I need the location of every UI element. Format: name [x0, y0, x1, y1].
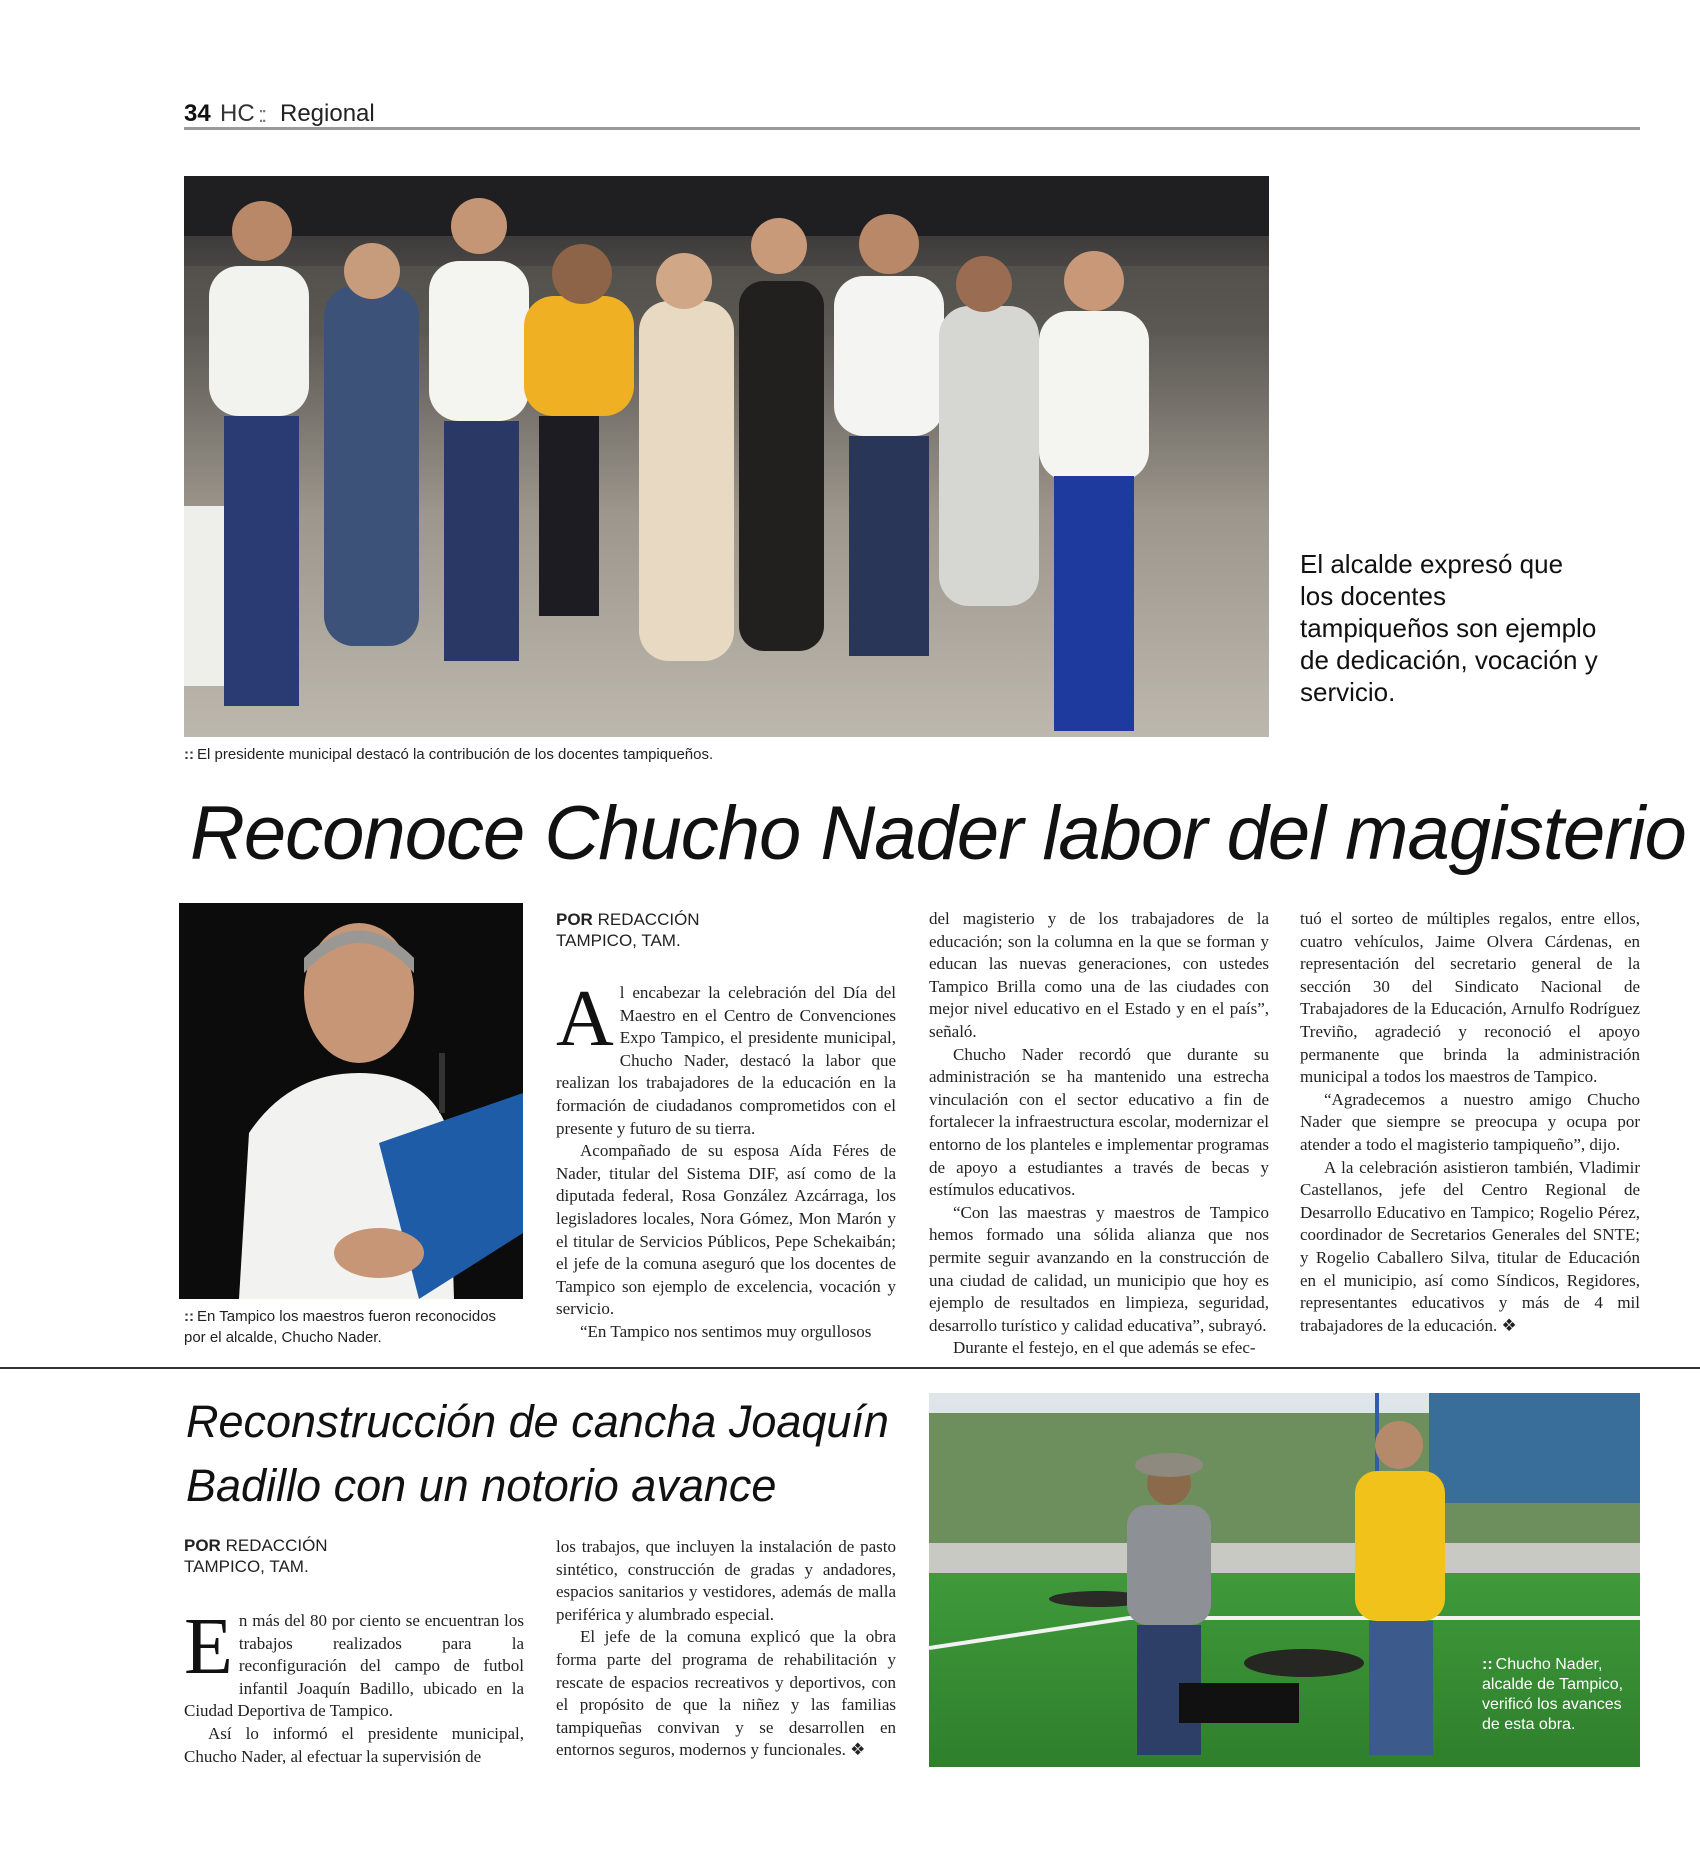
drop-cap: A — [556, 975, 614, 1063]
section-divider — [0, 1367, 1700, 1369]
paragraph: n más del 80 por ciento se encuentran los trabajos realizados para la reconfiguración del campo de futbol infantil Joaquín Badillo, ubicado en la Ciudad Deportiva de Tampico. — [184, 1611, 524, 1721]
page-number: 34 — [184, 100, 211, 127]
speaker-photo-caption — [184, 1306, 514, 1348]
end-mark: ❖ — [1501, 1315, 1517, 1335]
brand-logo: HC — [220, 100, 255, 127]
paragraph: Acompañado de su esposa Aída Féres de Nader, titular del Sistema DIF, así como de la diputada federal, Rosa González Azcárraga, los legisladores locales, Nora Gómez, Mon Marón y el titular de Servicios Públicos, Pepe Schekaibán; el jefe de la comuna aseguró que los docentes de Tampico son ejemplo de excelencia, vocación y servicio. — [556, 1141, 896, 1319]
caption-marker: :: — [184, 746, 194, 763]
caption-marker: :: — [1482, 1656, 1493, 1673]
group-photo — [184, 176, 1269, 737]
paragraph: tuó el sorteo de múltiples regalos, entre ellos, cuatro vehículos, Jaime Olvera Cárdenas, en representación del secretario general de la sección 30 del Sindicato Nacional de Trabajadores de la Educación, Arnulfo Rodríguez Treviño, agradeció y reconoció el apoyo permanente que brinda la administración municipal a todos los maestros de Tampico. — [1300, 909, 1640, 1087]
article2-column-2 — [556, 1536, 896, 1762]
paragraph: Chucho Nader recordó que durante su administración se ha mantenido una estrecha vinculación con el sector educativo a fin de fortalecer la infraestructura escolar, modernizar el entorno de los planteles e implementar programas de apoyo a estudiantes a través de becas y estímulos educativos. — [929, 1044, 1269, 1200]
headline-main: Reconoce Chucho Nader labor del magisterio — [190, 791, 1686, 876]
group-photo-caption-text: El presidente municipal destacó la contribución de los docentes tampiqueños. — [197, 746, 714, 763]
article2-column-1 — [184, 1603, 524, 1768]
paragraph: l encabezar la celebración del Día del Maestro en el Centro de Convenciones Expo Tampico, el presidente municipal, Chucho Nader, destacó la labor que realizan los trabajadores de la educación en la formación de ciudadanos comprometidos con el presente y futuro de su tierra. — [556, 983, 896, 1138]
paragraph: “Con las maestras y maestros de Tampico hemos formado una sólida alianza que nos permite seguir avanzando en la construcción de una ciudad de calidad, un municipio que hoy es ejemplo de resultados en limpieza, seguridad, desarrollo turístico y calidad educativa”, subrayó. — [929, 1202, 1269, 1335]
article1-byline — [556, 909, 856, 951]
byline-location: TAMPICO, TAM. — [184, 1557, 309, 1576]
speaker-photo — [179, 903, 523, 1299]
section-name: Regional — [280, 100, 375, 127]
byline-label: POR — [556, 910, 593, 929]
byline-author: REDACCIÓN — [225, 1536, 328, 1555]
paragraph: “En Tampico nos sentimos muy orgullosos — [580, 1321, 872, 1341]
article1-column-3 — [1300, 908, 1640, 1337]
field-photo-caption — [1482, 1655, 1627, 1735]
group-photo-caption — [184, 744, 1084, 765]
paragraph: Durante el festejo, en el que además se efec- — [953, 1338, 1256, 1358]
article2-byline — [184, 1535, 484, 1577]
paragraph: Así lo informó el presidente municipal, Chucho Nader, al efectuar la supervisión de — [184, 1723, 524, 1766]
byline-location: TAMPICO, TAM. — [556, 931, 681, 950]
speaker-photo-caption-text: En Tampico los maestros fueron reconocidos por el alcalde, Chucho Nader. — [184, 1308, 497, 1346]
article1-column-1 — [556, 975, 896, 1344]
paragraph: del magisterio y de los trabajadores de la educación; son la columna en la que se forman y educan las nuevas generaciones, con ustedes Tampico Brilla como una de las ciudades con mejor nivel educativo en el Estado y en el país”, señaló. — [929, 909, 1269, 1041]
paragraph: “Agradecemos a nuestro amigo Chucho Nader que siempre se preocupa y ocupa por atender a todo el magisterio tampiqueño”, dijo. — [1300, 1089, 1640, 1154]
paragraph: A la celebración asistieron también, Vladimir Castellanos, jefe del Centro Regional de Desarrollo Educativo en Tampico; Rogelio Pérez, coordinador de Secretarios Generales del SNTE; y Rogelio Caballero Silva, titular de Educación en el municipio, así como Síndicos, Regidores, representantes educativos y más de 4 mil trabajadores de la educación. — [1300, 1157, 1640, 1335]
end-mark: ❖ — [850, 1740, 866, 1760]
paragraph: El jefe de la comuna explicó que la obra forma parte del programa de rehabilitación y rescate de espacios recreativos y deportivos, con el propósito de que la niñez y las familias tampiqueñas convivan y se desarrollen en entornos seguros, modernos y funcionales. — [556, 1627, 896, 1760]
header-separator: :: — [258, 102, 265, 127]
headline-secondary: Reconstrucción de cancha Joaquín Badillo con un notorio avance — [186, 1396, 889, 1511]
byline-label: POR — [184, 1536, 221, 1555]
drop-cap: E — [184, 1603, 233, 1691]
field-photo-caption-text: Chucho Nader, alcalde de Tampico, verificó los avances de esta obra. — [1482, 1656, 1624, 1733]
caption-marker: :: — [184, 1308, 194, 1325]
page-header — [184, 98, 1640, 130]
article1-column-2 — [929, 908, 1269, 1360]
paragraph: los trabajos, que incluyen la instalación de pasto sintético, construcción de gradas y andadores, espacios sanitarios y vestidores, además de malla periférica y alumbrado especial. — [556, 1537, 896, 1624]
pull-quote: El alcalde expresó que los docentes tampiqueños son ejemplo de dedicación, vocación y servicio. — [1300, 549, 1598, 707]
byline-author: REDACCIÓN — [597, 910, 700, 929]
